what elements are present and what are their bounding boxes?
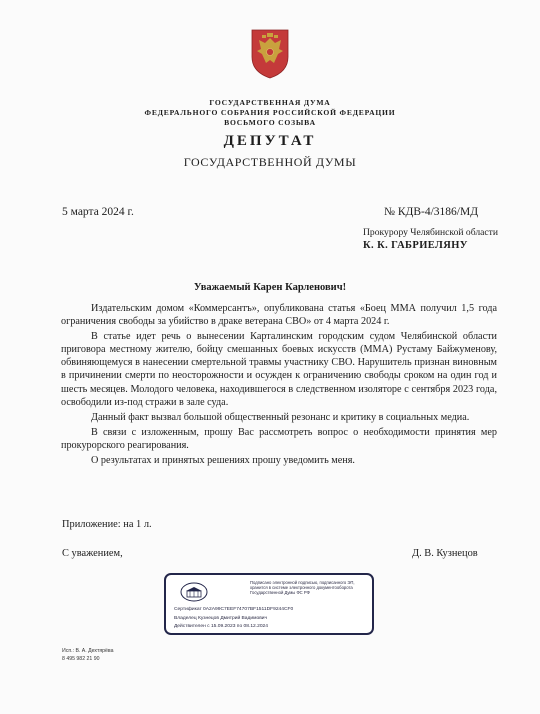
stamp-owner: Владелец Кузнецов Дмитрий Вадимович (174, 616, 268, 621)
electronic-signature-stamp (164, 573, 374, 635)
executor-name: Исп.: В. А. Дехтярёва (62, 648, 114, 654)
body-paragraph: Данный факт вызвал большой общественный резонанс и критику в социальных медиа. (91, 411, 470, 423)
addressee-block (363, 227, 503, 252)
letterhead-line-3: ВОСЬМОГО СОЗЫВА (224, 118, 316, 127)
letter-date: 5 марта 2024 г. (62, 206, 134, 218)
signer-name: Д. В. Кузнецов (412, 548, 478, 559)
russian-coat-of-arms-icon (250, 27, 290, 79)
stamp-validity: Действителен с 15.09.2023 по 08.12.2024 (174, 624, 268, 629)
body-paragraph: В связи с изложенным, прошу Вас рассмотреть вопрос о необходимости принятия мер прокурорского реагирования. (61, 426, 497, 451)
letterhead-subtitle: ГОСУДАРСТВЕННОЙ ДУМЫ (183, 155, 357, 169)
executor-phone: 8 495 982 21 90 (62, 655, 100, 662)
stamp-certificate: Сертификат 0A2A99C7EEF74707BF1511DF9244CF0 (174, 607, 294, 612)
body-paragraph: В статье идет речь о вынесении Карталинским городским судом Челябинской области приговора местному жителю, бойцу смешанных боевых искусств (ММА) Рустаму Байжуменову, обвиняющемуся в нанесении смертельной травмы участнику СВО. Нарушитель признан виновным в причинении смерти по неосторожности и осужден к ограничению свободы сроком на один год и шесть месяцев. Молодого человека, находившегося в следственном изоляторе с сентября 2023 года, освободили из-под стражи в зале суда. (61, 331, 497, 408)
letterhead-line-1: ГОСУДАРСТВЕННАЯ ДУМА (209, 98, 331, 107)
letterhead-line-2: ФЕДЕРАЛЬНОГО СОБРАНИЯ РОССИЙСКОЙ ФЕДЕРАЦИИ (144, 108, 396, 117)
body-paragraph: О результатах и принятых решениях прошу уведомить меня. (91, 455, 355, 467)
letterhead-title: ДЕПУТАТ (223, 133, 317, 149)
registration-number: № КДВ-4/3186/МД (384, 206, 479, 218)
addressee-name: К. К. ГАБРИЕЛЯНУ (363, 240, 468, 251)
executor-info (62, 648, 114, 663)
duma-building-icon (180, 582, 208, 602)
closing: С уважением, (62, 548, 123, 559)
letter-body (61, 302, 497, 469)
attachment-note: Приложение: на 1 л. (62, 519, 152, 530)
stamp-title: Подписано электронной подписью, подписанного ЭП, хранится в системе электронного документооборота Государственной Думы ФС РФ (250, 580, 355, 596)
addressee-position: Прокурору Челябинской области (363, 227, 498, 238)
body-paragraph: Издательским домом «Коммерсантъ», опубликована статья «Боец ММА получил 1,5 года ограничения свободы за убийство в драке ветерана СВО» от 4 марта 2024 г. (61, 303, 497, 328)
salutation: Уважаемый Карен Карленович! (193, 282, 347, 293)
